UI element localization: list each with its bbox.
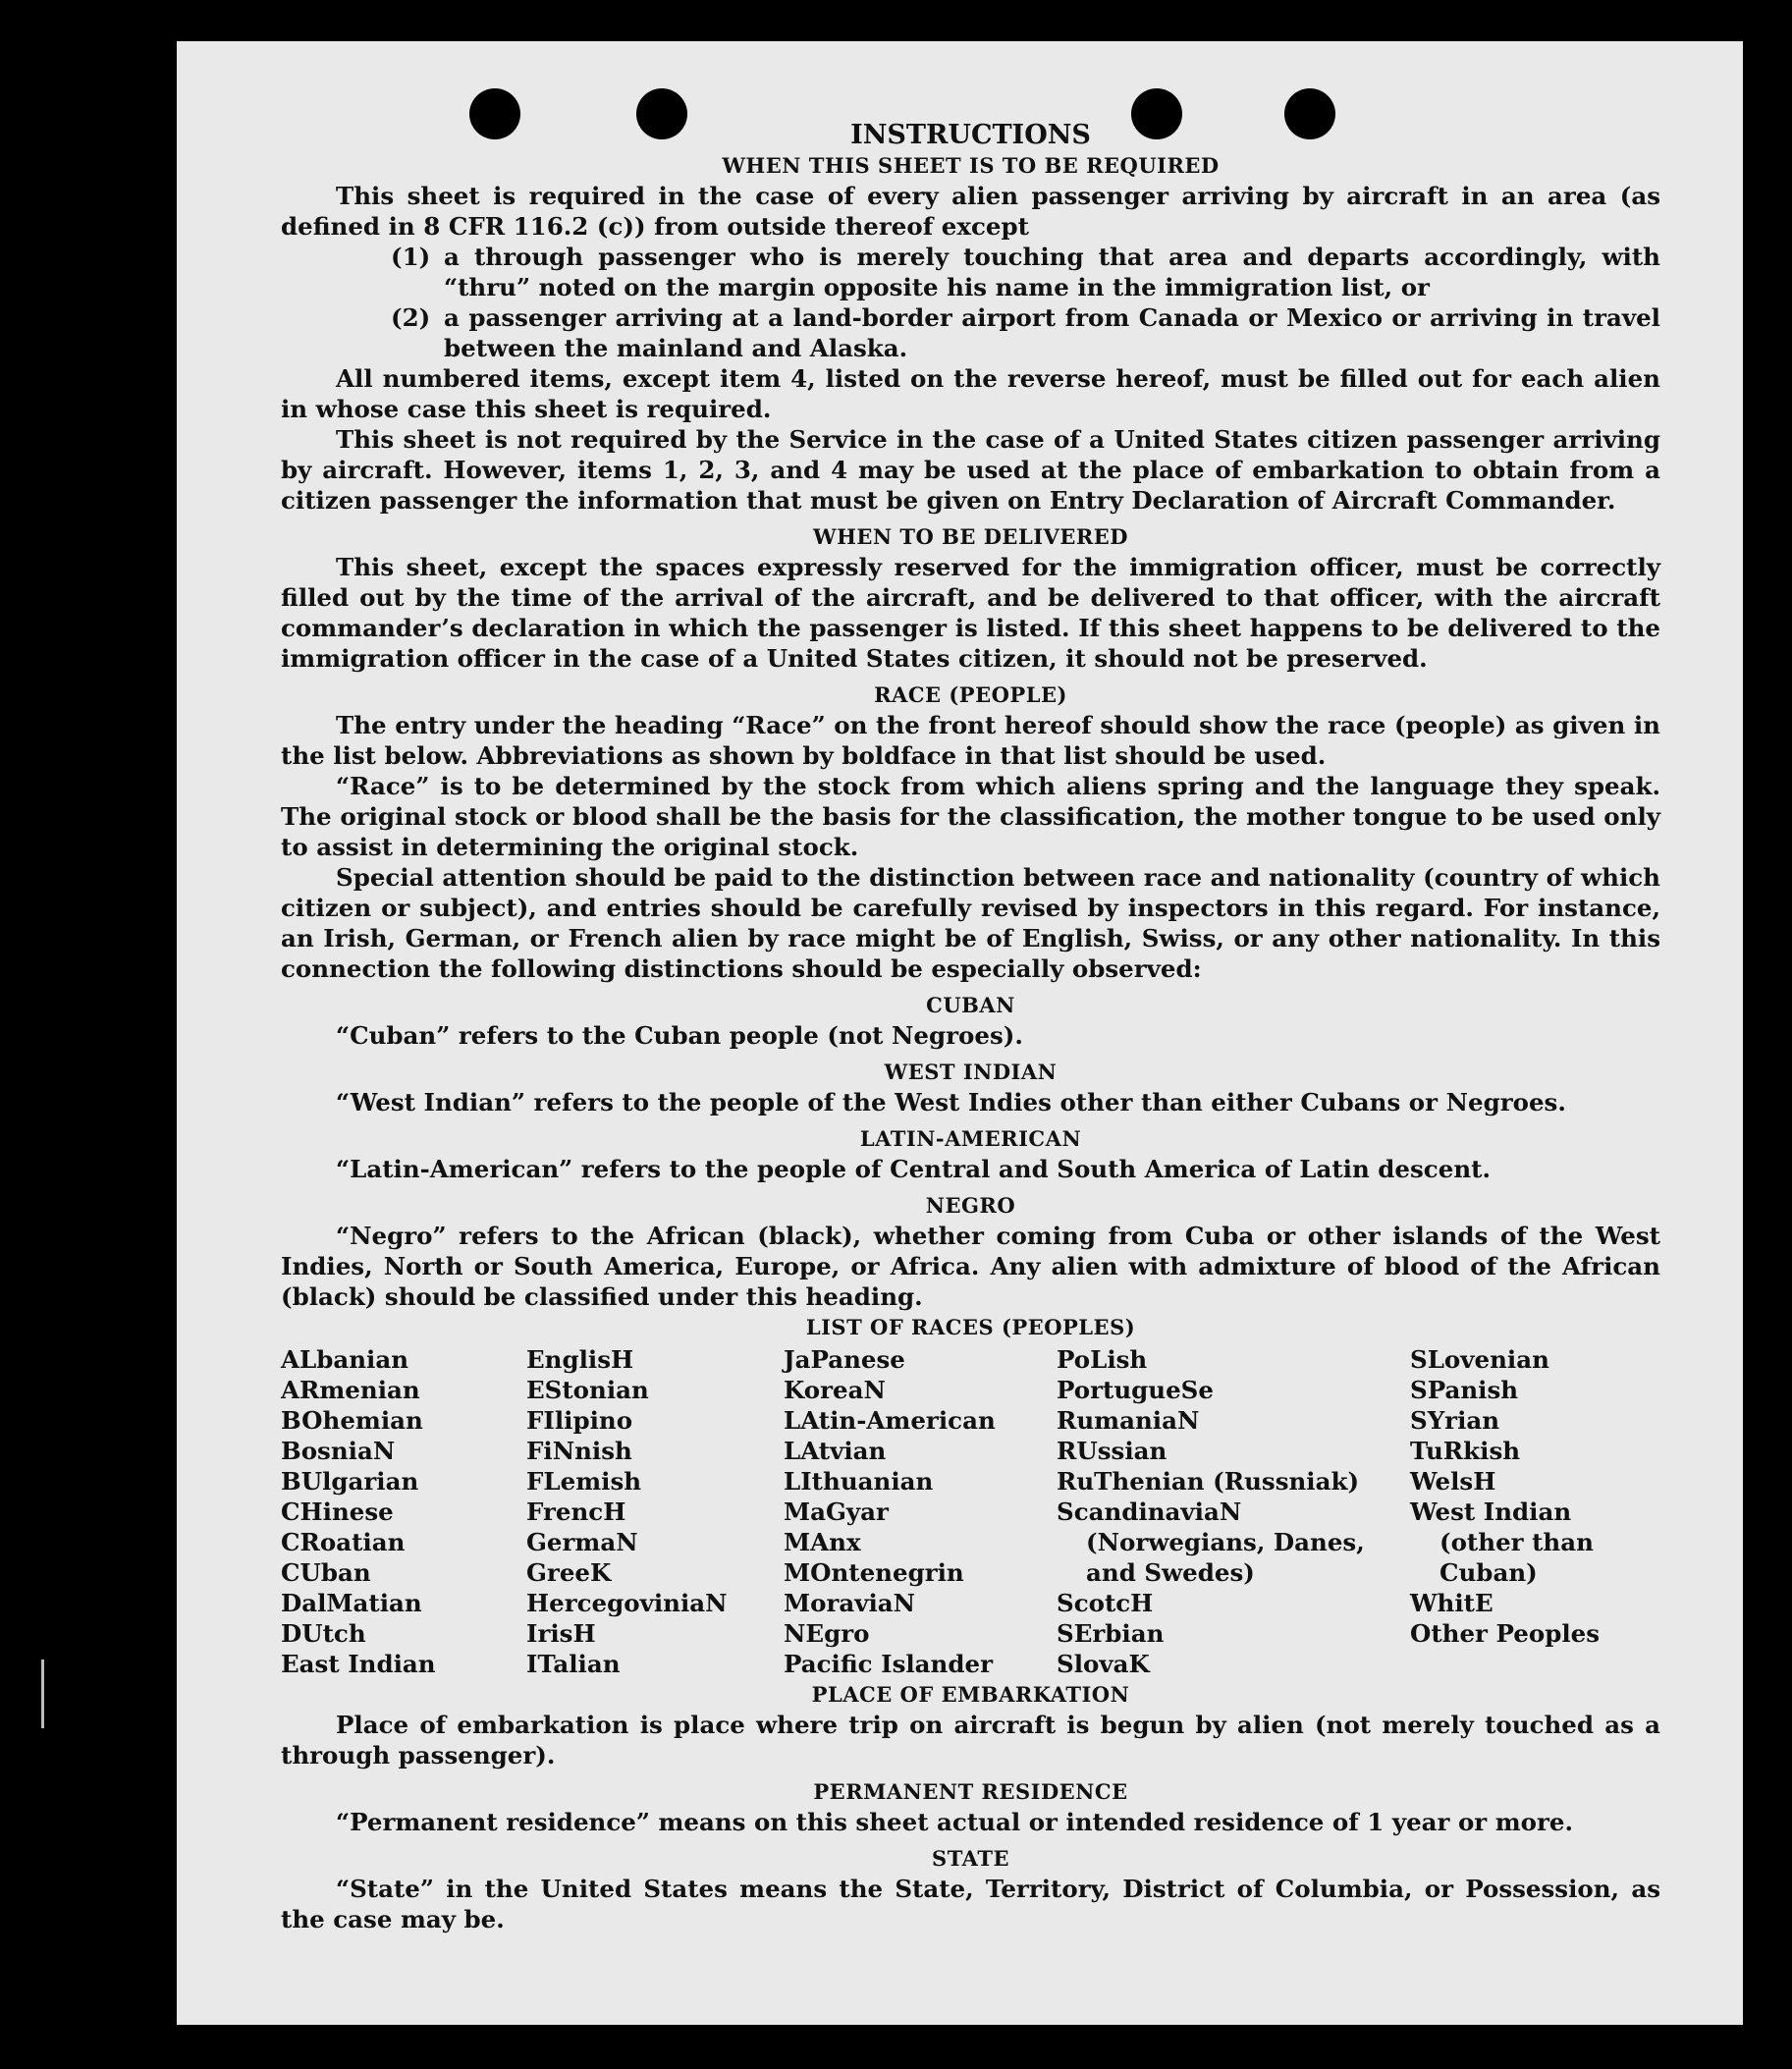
list-item: PoLish xyxy=(1057,1345,1148,1374)
paragraph: “Latin-American” refers to the people of Central and South America of Latin descent. xyxy=(336,1155,1491,1183)
list-item: GermaN xyxy=(526,1528,638,1556)
list-item: SlovaK xyxy=(1057,1650,1150,1678)
list-item: LAtin-American xyxy=(784,1406,996,1435)
list-item: SErbian xyxy=(1057,1619,1165,1648)
list-item: DalMatian xyxy=(281,1589,422,1617)
list-item: FLemish xyxy=(526,1467,642,1496)
paragraph: This sheet, except the spaces expressly reserved for the immigration officer, must be correctly filled out by the time of the arrival of the aircraft, and be delivered to that officer, with the aircraft commander’s declaration in which the passenger is listed. If this sheet happens to be delivered to the immigration officer in the case of a United States citizen, it should not be preserved. xyxy=(281,553,1660,673)
item-text: a passenger arriving at a land-border airport from Canada or Mexico or arriving in travel between the mainland and Alaska. xyxy=(444,303,1660,362)
section-heading: STATE xyxy=(932,1846,1009,1871)
list-item: FiNnish xyxy=(526,1437,632,1465)
list-item: EnglisH xyxy=(526,1345,634,1374)
races-list xyxy=(281,1344,1660,1679)
list-item: KoreaN xyxy=(784,1376,886,1404)
document-page xyxy=(177,41,1743,2025)
list-item: East Indian xyxy=(281,1650,436,1678)
paragraph: “State” in the United States means the State, Territory, District of Columbia, or Possession, as the case may be. xyxy=(281,1875,1660,1933)
section-heading: NEGRO xyxy=(925,1193,1016,1218)
races-column xyxy=(1410,1344,1660,1679)
section-heading: WEST INDIAN xyxy=(884,1060,1058,1084)
paragraph: All numbered items, except item 4, listed on the reverse hereof, must be filled out for each alien in whose case this sheet is required. xyxy=(281,364,1660,423)
item-text: a through passenger who is merely touching that area and departs accordingly, with “thru” noted on the margin opposite his name in the immigration list, or xyxy=(444,243,1660,301)
paragraph: “Negro” refers to the African (black), whether coming from Cuba or other islands of the West Indies, North or South America, Europe, or Africa. Any alien with admixture of blood of the African (black) should be classified under this heading. xyxy=(281,1222,1660,1311)
list-item: BOhemian xyxy=(281,1406,423,1435)
paragraph: Special attention should be paid to the distinction between race and nationality (country of which citizen or subject), and entries should be carefully revised by inspectors in this regard. For instance, an Irish, German, or French alien by race might be of English, Swiss, or any other nationality. In this connection the following distinctions should be especially observed: xyxy=(281,863,1660,983)
item-number: (2) xyxy=(391,303,431,332)
section-heading: LATIN-AMERICAN xyxy=(859,1126,1082,1151)
list-item: SPanish xyxy=(1410,1376,1519,1404)
list-item: WelsH xyxy=(1410,1467,1496,1496)
list-item: RuThenian (Russniak) xyxy=(1057,1467,1360,1496)
list-item: SYrian xyxy=(1410,1406,1500,1435)
list-item: WhitE xyxy=(1410,1589,1493,1617)
section-heading: PERMANENT RESIDENCE xyxy=(813,1779,1128,1804)
list-item: ALbanian xyxy=(281,1345,409,1374)
list-item: RUssian xyxy=(1057,1437,1168,1465)
paragraph: “West Indian” refers to the people of the West Indies other than either Cubans or Negroes. xyxy=(336,1088,1566,1116)
list-item: FIlipino xyxy=(526,1406,633,1435)
list-item: MAnx xyxy=(784,1528,861,1556)
list-item: PortugueSe xyxy=(1057,1376,1214,1404)
section-heading: LIST OF RACES (PEOPLES) xyxy=(805,1315,1136,1339)
list-item: IrisH xyxy=(526,1619,596,1648)
section-heading: CUBAN xyxy=(926,993,1015,1017)
list-item xyxy=(281,302,1660,363)
list-item: ITalian xyxy=(526,1650,621,1678)
list-item: FrencH xyxy=(526,1497,626,1526)
list-item: MoraviaN xyxy=(784,1589,916,1617)
paragraph: The entry under the heading “Race” on the front hereof should show the race (people) as given in the list below. Abbreviations as shown by boldface in that list should be used. xyxy=(281,711,1660,770)
list-item: MaGyar xyxy=(784,1497,889,1526)
list-item: DUtch xyxy=(281,1619,366,1648)
item-number: (1) xyxy=(391,243,431,271)
races-column xyxy=(526,1344,784,1679)
list-item: Other Peoples xyxy=(1410,1619,1601,1648)
list-item: RumaniaN xyxy=(1057,1406,1200,1435)
list-item: HercegoviniaN xyxy=(526,1589,728,1617)
list-item xyxy=(281,242,1660,302)
list-item: MOntenegrin xyxy=(784,1558,964,1587)
list-item: ScandinaviaN (Norwegians, Danes, and Swedes) xyxy=(1057,1497,1365,1587)
paragraph: “Cuban” refers to the Cuban people (not Negroes). xyxy=(336,1021,1023,1050)
section-heading: RACE (PEOPLE) xyxy=(874,682,1067,707)
section-heading: WHEN THIS SHEET IS TO BE REQUIRED xyxy=(722,153,1220,178)
list-item: NEgro xyxy=(784,1619,870,1648)
list-item: ScotcH xyxy=(1057,1589,1154,1617)
list-item: West Indian (other than Cuban) xyxy=(1410,1497,1594,1587)
races-column xyxy=(1057,1344,1410,1679)
races-column xyxy=(784,1344,1057,1679)
list-item: BosniaN xyxy=(281,1437,396,1465)
paragraph: “Permanent residence” means on this sheet actual or intended residence of 1 year or more. xyxy=(336,1808,1574,1836)
list-item: TuRkish xyxy=(1410,1437,1521,1465)
paragraph: Place of embarkation is place where trip on aircraft is begun by alien (not merely touched as a through passenger). xyxy=(281,1711,1660,1770)
races-column xyxy=(281,1344,526,1679)
list-item: CUban xyxy=(281,1558,371,1587)
page-title: INSTRUCTIONS xyxy=(850,120,1091,150)
list-item: CHinese xyxy=(281,1497,394,1526)
list-item: LAtvian xyxy=(784,1437,887,1465)
list-item: CRoatian xyxy=(281,1528,406,1556)
scan-artifact xyxy=(41,1660,44,1728)
paragraph: This sheet is required in the case of every alien passenger arriving by aircraft in an area (as defined in 8 CFR 116.2 (c)) from outside thereof except xyxy=(281,182,1660,241)
list-item: ARmenian xyxy=(281,1376,420,1404)
list-item: LIthuanian xyxy=(784,1467,934,1496)
list-item: SLovenian xyxy=(1410,1345,1549,1374)
list-item: Pacific Islander xyxy=(784,1650,993,1678)
instructions-body xyxy=(281,120,1660,1934)
list-item: JaPanese xyxy=(784,1345,905,1374)
list-item: BUlgarian xyxy=(281,1467,419,1496)
section-heading: PLACE OF EMBARKATION xyxy=(811,1682,1130,1707)
list-item: GreeK xyxy=(526,1558,612,1587)
list-item: EStonian xyxy=(526,1376,649,1404)
paragraph: “Race” is to be determined by the stock from which aliens spring and the language they speak. The original stock or blood shall be the basis for the classification, the mother tongue to be used only to assist in determining the original stock. xyxy=(281,772,1660,861)
section-heading: WHEN TO BE DELIVERED xyxy=(812,524,1128,549)
paragraph: This sheet is not required by the Service in the case of a United States citizen passenger arriving by aircraft. However, items 1, 2, 3, and 4 may be used at the place of embarkation to obtain from a citizen passenger the information that must be given on Entry Declaration of Aircraft Commander. xyxy=(281,425,1660,515)
